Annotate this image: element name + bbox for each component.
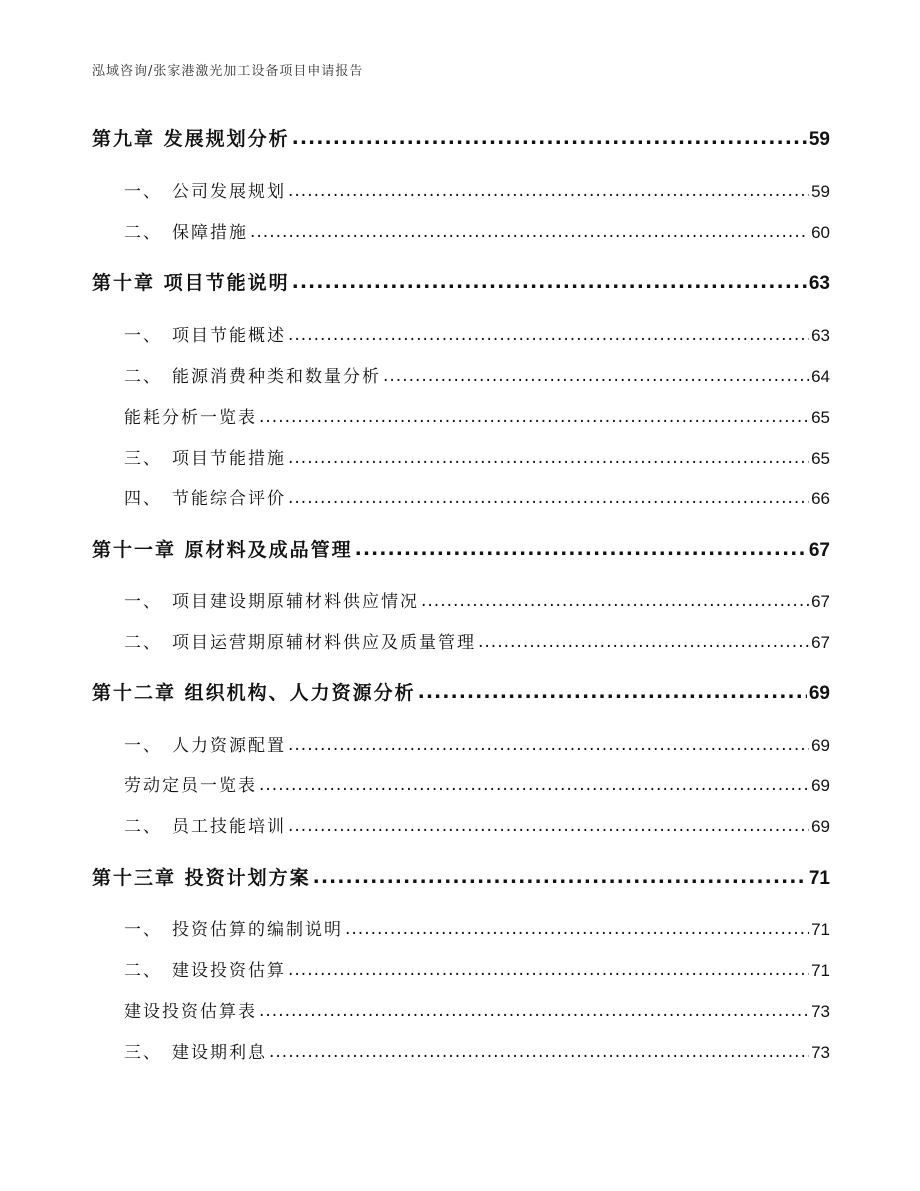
section-number: 一、	[124, 592, 162, 612]
toc-page-number: 63	[811, 326, 830, 345]
toc-section[interactable]	[124, 812, 830, 837]
section-number: 一、	[124, 920, 162, 940]
toc-entry-title: 建设投资估算	[172, 961, 286, 981]
toc-entry-title: 建设投资估算表	[124, 1002, 257, 1022]
running-header: 泓域咨询/张家港激光加工设备项目申请报告	[92, 64, 364, 79]
toc-page-number: 59	[811, 182, 830, 201]
toc-section[interactable]	[124, 321, 830, 346]
toc-section[interactable]	[124, 628, 830, 653]
toc-chapter-13[interactable]	[92, 863, 830, 890]
section-number: 三、	[124, 1043, 162, 1063]
dot-leader	[288, 181, 809, 201]
toc-entry-title: 人力资源配置	[172, 736, 286, 756]
toc-page-number: 69	[808, 683, 830, 704]
dot-leader	[292, 127, 807, 149]
toc-section[interactable]	[124, 444, 830, 469]
toc-entry-title: 第九章 发展规划分析	[92, 128, 290, 150]
dot-leader	[478, 632, 809, 652]
toc-section[interactable]	[124, 587, 830, 612]
toc-entry-title: 项目节能概述	[172, 326, 286, 346]
dot-leader	[259, 407, 809, 427]
toc-section[interactable]	[124, 177, 830, 202]
toc-entry-title: 能源消费种类和数量分析	[172, 367, 381, 387]
dot-leader	[288, 488, 809, 508]
toc-page-number: 73	[811, 1002, 830, 1021]
toc-table-entry[interactable]	[124, 403, 830, 428]
section-number: 二、	[124, 367, 162, 387]
toc-page-number: 73	[811, 1043, 830, 1062]
toc-table-entry[interactable]	[124, 771, 830, 796]
toc-section[interactable]	[124, 484, 830, 509]
toc-entry-title: 第十三章 投资计划方案	[92, 867, 311, 889]
toc-entry-title: 员工技能培训	[172, 817, 286, 837]
dot-leader	[345, 919, 809, 939]
dot-leader	[259, 1001, 809, 1021]
toc-entry-title: 劳动定员一览表	[124, 776, 257, 796]
section-number: 二、	[124, 223, 162, 243]
toc-page-number: 65	[811, 449, 830, 468]
dot-leader	[355, 538, 807, 560]
toc-page-number: 60	[811, 223, 830, 242]
toc-entry-title: 公司发展规划	[172, 182, 286, 202]
toc-entry-title: 投资估算的编制说明	[172, 920, 343, 940]
toc-page-number: 69	[811, 776, 830, 795]
dot-leader	[288, 448, 809, 468]
section-number: 二、	[124, 633, 162, 653]
toc-chapter-10[interactable]	[92, 268, 830, 295]
toc-page-number: 64	[811, 367, 830, 386]
toc-entry-title: 保障措施	[172, 223, 248, 243]
toc-entry-title: 能耗分析一览表	[124, 408, 257, 428]
toc-section[interactable]	[124, 956, 830, 981]
dot-leader	[383, 366, 809, 386]
toc-entry-title: 建设期利息	[172, 1043, 267, 1063]
dot-leader	[269, 1042, 809, 1062]
section-number: 三、	[124, 449, 162, 469]
toc-entry-title: 项目节能措施	[172, 449, 286, 469]
section-number: 一、	[124, 182, 162, 202]
dot-leader	[421, 591, 809, 611]
section-number: 四、	[124, 489, 162, 509]
toc-entry-title: 项目建设期原辅材料供应情况	[172, 592, 419, 612]
dot-leader	[313, 866, 807, 888]
toc-page-number: 69	[811, 817, 830, 836]
toc-entry-title: 第十一章 原材料及成品管理	[92, 539, 353, 561]
toc-section[interactable]	[124, 362, 830, 387]
toc-chapter-11[interactable]	[92, 535, 830, 562]
dot-leader	[288, 325, 809, 345]
toc-page-number: 63	[808, 273, 830, 294]
dot-leader	[259, 775, 809, 795]
toc-page-number: 65	[811, 408, 830, 427]
dot-leader	[292, 271, 807, 293]
toc-section[interactable]	[124, 731, 830, 756]
toc-chapter-9[interactable]	[92, 124, 830, 151]
toc-page-number: 67	[808, 540, 830, 561]
toc-entry-title: 第十章 项目节能说明	[92, 272, 290, 294]
toc-table-entry[interactable]	[124, 997, 830, 1022]
toc-section[interactable]	[124, 915, 830, 940]
section-number: 二、	[124, 817, 162, 837]
toc-page-number: 59	[808, 129, 830, 150]
section-number: 一、	[124, 326, 162, 346]
toc-page-number: 71	[811, 920, 830, 939]
toc-chapter-12[interactable]	[92, 678, 830, 705]
section-number: 一、	[124, 736, 162, 756]
toc-page-number: 67	[811, 592, 830, 611]
dot-leader	[288, 735, 809, 755]
toc-page-number: 71	[808, 868, 830, 889]
section-number: 二、	[124, 961, 162, 981]
toc-page-number: 71	[811, 961, 830, 980]
toc-entry-title: 项目运营期原辅材料供应及质量管理	[172, 633, 476, 653]
dot-leader	[288, 816, 809, 836]
toc-page-number: 66	[811, 489, 830, 508]
dot-leader	[288, 960, 809, 980]
dot-leader	[250, 222, 809, 242]
toc-page-number: 67	[811, 633, 830, 652]
toc-entry-title: 第十二章 组织机构、人力资源分析	[92, 682, 416, 704]
toc-section[interactable]	[124, 1038, 830, 1063]
dot-leader	[418, 681, 807, 703]
toc-entry-title: 节能综合评价	[172, 489, 286, 509]
toc-page-number: 69	[811, 736, 830, 755]
toc-section[interactable]	[124, 218, 830, 243]
